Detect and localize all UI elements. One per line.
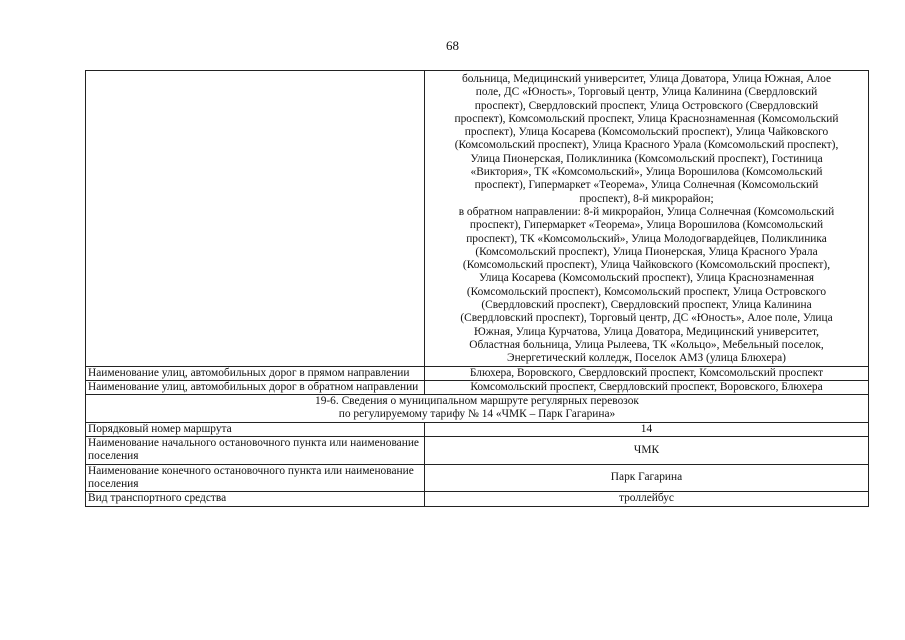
route-line: проспект), Гипермаркет «Теорема», Улица Ворошилова (Комсомольский xyxy=(469,219,824,232)
route-line: (Комсомольский проспект), Улица Красного Урала (Комсомольский проспект), xyxy=(454,139,839,152)
route-line: проспект), Улица Косарева (Комсомольский проспект), Улица Чайковского xyxy=(464,126,829,139)
table-row-reverse-streets xyxy=(86,380,869,394)
empty-label-cell xyxy=(86,71,425,367)
route-line: больница, Медицинский университет, Улица Доватора, Улица Южная, Алое xyxy=(461,73,832,85)
section-title-line: по регулируемому тарифу № 14 «ЧМК – Парк Гагарина» xyxy=(338,408,616,421)
route-info-table xyxy=(85,70,869,507)
row-label: Наименование конечного остановочного пункта или наименование поселения xyxy=(86,464,425,492)
row-label: Наименование улиц, автомобильных дорог в обратном направлении xyxy=(86,380,425,394)
route-line: Улица Косарева (Комсомольский проспект), Улица Краснознаменная xyxy=(479,272,814,285)
route-line: (Комсомольский проспект), Улица Пионерская, Улица Красного Урала xyxy=(475,245,818,258)
page-number: 68 xyxy=(446,38,459,53)
route-line: Энергетический колледж, Поселок АМЗ (улица Блюхера) xyxy=(507,352,786,365)
route-line: Южная, Улица Курчатова, Улица Доватора, Медицинский университет, xyxy=(474,325,819,338)
row-label: Наименование улиц, автомобильных дорог в прямом направлении xyxy=(86,366,425,380)
route-line: в обратном направлении: 8-й микрорайон, Улица Солнечная (Комсомольский xyxy=(458,205,835,218)
route-line: проспект), Комсомольский проспект, Улица Краснознаменная (Комсомольский xyxy=(454,112,839,125)
table-row-start-stop xyxy=(86,437,869,465)
table-row-forward-streets xyxy=(86,366,869,380)
table-row-route-stops xyxy=(86,71,869,367)
row-value: троллейбус xyxy=(425,492,869,506)
section-title xyxy=(86,395,869,423)
route-line: (Свердловский проспект), Свердловский проспект, Улица Калинина xyxy=(481,299,812,312)
table-row-route-number xyxy=(86,422,869,436)
row-label: Вид транспортного средства xyxy=(86,492,425,506)
table-row-vehicle-type xyxy=(86,492,869,506)
row-label: Наименование начального остановочного пункта или наименование поселения xyxy=(86,437,425,465)
row-value: Блюхера, Воровского, Свердловский проспект, Комсомольский проспект xyxy=(425,366,869,380)
route-line: Областная больница, Улица Рылеева, ТК «Кольцо», Мебельный поселок, xyxy=(469,338,824,351)
route-line: (Комсомольский проспект), Улица Чайковского (Комсомольский проспект), xyxy=(462,259,831,272)
route-line: Улица Пионерская, Поликлиника (Комсомольский проспект), Гостиница xyxy=(470,152,823,165)
row-value: 14 xyxy=(425,422,869,436)
route-line: проспект), Свердловский проспект, Улица Островского (Свердловский xyxy=(474,99,819,112)
row-value: Комсомольский проспект, Свердловский проспект, Воровского, Блюхера xyxy=(425,380,869,394)
row-value: Парк Гагарина xyxy=(425,464,869,492)
route-line: проспект), 8-й микрорайон; xyxy=(579,192,714,205)
route-stops-cell xyxy=(425,71,869,367)
table-row-end-stop xyxy=(86,464,869,492)
route-line: поле, ДС «Юность», Торговый центр, Улица Калинина (Свердловский xyxy=(475,86,818,99)
route-line: (Свердловский проспект), Торговый центр, ДС «Юность», Алое поле, Улица xyxy=(460,312,833,325)
route-line: проспект), Гипермаркет «Теорема», Улица Солнечная (Комсомольский xyxy=(474,179,819,192)
route-line: проспект), ТК «Комсомольский», Улица Молодогвардейцев, Поликлиника xyxy=(466,232,827,245)
row-label: Порядковый номер маршрута xyxy=(86,422,425,436)
route-line: (Комсомольский проспект), Комсомольский проспект, Улица Островского xyxy=(466,285,827,298)
table-row-section-title xyxy=(86,395,869,423)
section-title-line: 19-6. Сведения о муниципальном маршруте регулярных перевозок xyxy=(315,395,639,408)
row-value: ЧМК xyxy=(425,437,869,465)
route-line: «Виктория», ТК «Комсомольский», Улица Ворошилова (Комсомольский xyxy=(470,166,823,179)
